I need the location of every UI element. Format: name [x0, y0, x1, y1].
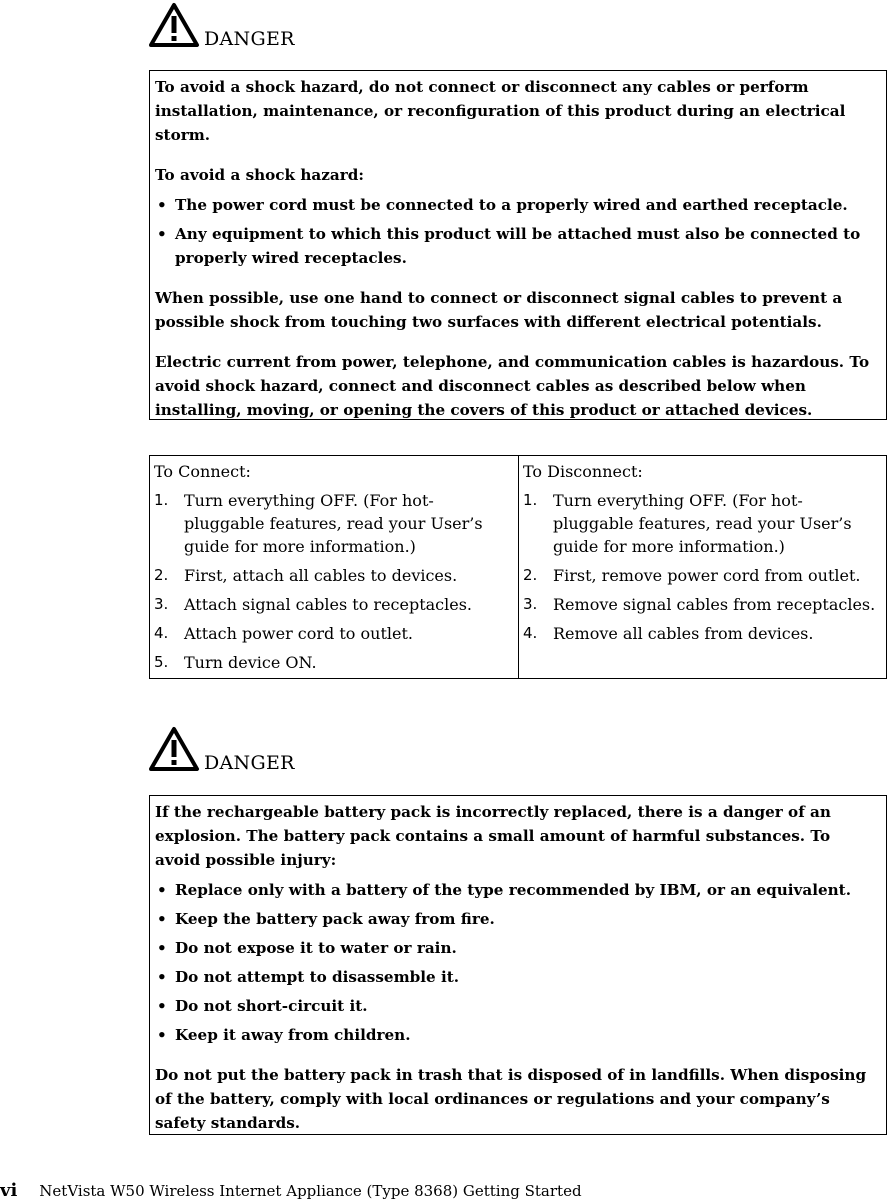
- table-row: 5. Turn device ON.: [154, 653, 317, 672]
- danger-paragraph: Do not put the battery pack in trash that is disposed of in landfills. When disposing of the battery, comply with local ordinances or regulations and your company’s safety standards.: [155, 1066, 867, 1132]
- table-row: 1. Turn everything OFF. (For hot-pluggable features, read your User’s guide for more information.): [523, 491, 852, 556]
- list-item: • Do not expose it to water or rain.: [157, 939, 457, 957]
- table-row: 4. Attach power cord to outlet.: [154, 624, 413, 643]
- list-item: • Any equipment to which this product will be attached must also be connected to properly wired receptacles.: [157, 225, 861, 267]
- table-row: 1. Turn everything OFF. (For hot-pluggable features, read your User’s guide for more information.): [154, 491, 483, 556]
- table-row: 3. Remove signal cables from receptacles.: [523, 595, 876, 614]
- table-row: 3. Attach signal cables to receptacles.: [154, 595, 473, 614]
- connect-disconnect-table: [149, 455, 887, 679]
- table-row: 2. First, attach all cables to devices.: [154, 566, 458, 585]
- list-item: • Do not attempt to disassemble it.: [157, 968, 460, 986]
- connect-heading: To Connect:: [154, 462, 251, 481]
- list-item: • Do not short-circuit it.: [157, 997, 368, 1015]
- danger-paragraph: Electric current from power, telephone, and communication cables is hazardous. To avoid shock hazard, connect and disconnect cables as described below when installing, moving, or opening the covers of this product or attached devices.: [155, 353, 870, 419]
- warning-triangle-icon: [148, 2, 200, 48]
- danger-bullet-list: [155, 878, 880, 1047]
- danger-label: DANGER: [204, 28, 295, 50]
- danger-paragraph: To avoid a shock hazard, do not connect or disconnect any cables or perform installation, maintenance, or reconfiguration of this product during an electrical storm.: [155, 78, 846, 144]
- list-item: • The power cord must be connected to a properly wired and earthed receptacle.: [157, 196, 848, 214]
- disconnect-heading: To Disconnect:: [523, 462, 643, 481]
- danger-bullet-list: [155, 193, 880, 270]
- table-row: 2. First, remove power cord from outlet.: [523, 566, 861, 585]
- list-item: • Replace only with a battery of the type recommended by IBM, or an equivalent.: [157, 881, 851, 899]
- danger-paragraph: To avoid a shock hazard:: [155, 166, 364, 184]
- document-title: NetVista W50 Wireless Internet Appliance (Type 8368) Getting Started: [39, 1182, 582, 1200]
- danger-box-shock: [149, 70, 887, 420]
- danger-paragraph: If the rechargeable battery pack is incorrectly replaced, there is a danger of an explosion. The battery pack contains a small amount of harmful substances. To avoid possible injury:: [155, 803, 831, 869]
- table-row: 4. Remove all cables from devices.: [523, 624, 814, 643]
- danger-label: DANGER: [204, 752, 295, 774]
- list-item: • Keep it away from children.: [157, 1026, 411, 1044]
- danger-paragraph: When possible, use one hand to connect or disconnect signal cables to prevent a possible shock from touching two surfaces with different electrical potentials.: [155, 289, 843, 331]
- danger-header-2: [148, 726, 548, 774]
- list-item: • Keep the battery pack away from fire.: [157, 910, 495, 928]
- disconnect-column: [519, 456, 886, 678]
- page-number: vi: [0, 1180, 18, 1201]
- danger-box-battery: [149, 795, 887, 1135]
- danger-header-1: [148, 2, 548, 50]
- connect-column: [150, 456, 519, 678]
- warning-triangle-icon: [148, 726, 200, 772]
- page-footer: [0, 1180, 582, 1201]
